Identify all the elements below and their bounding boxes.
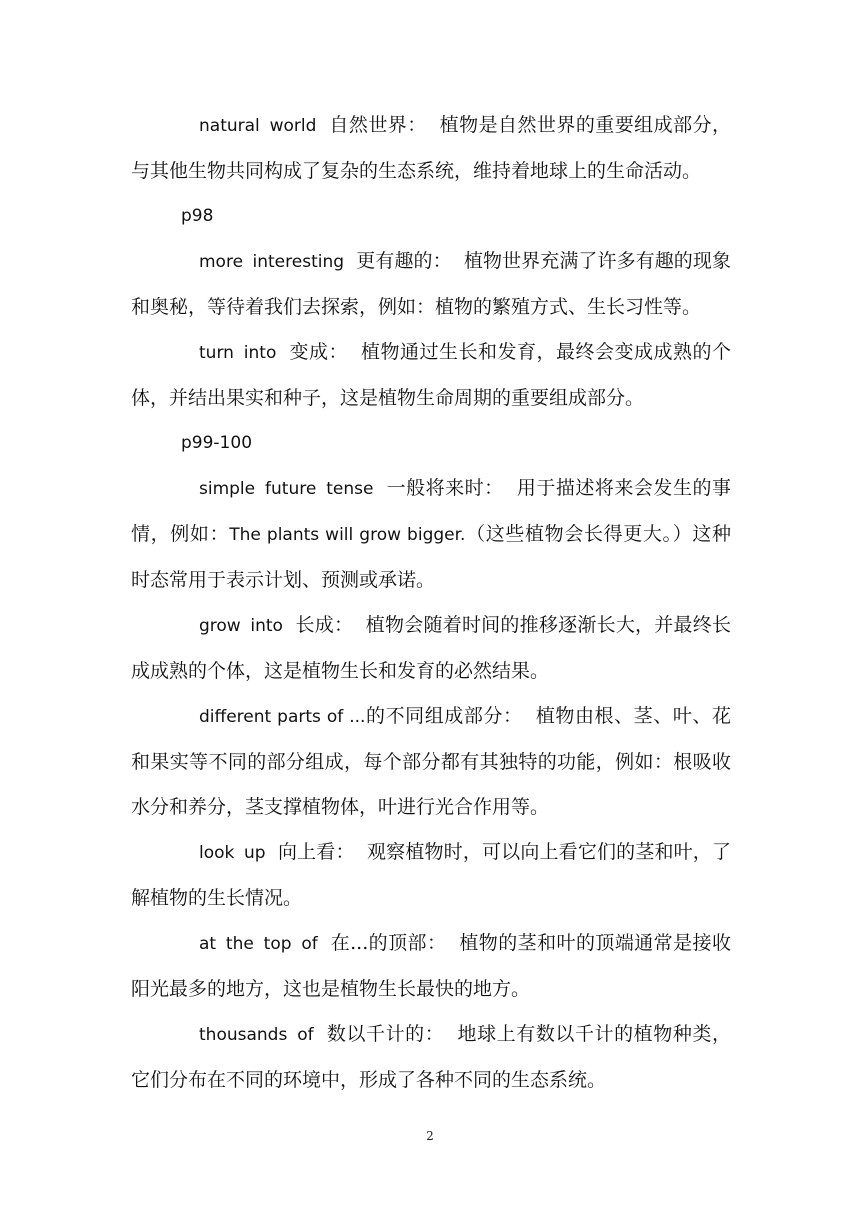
entry-thousands-of: thousands of 数以千计的： 地球上有数以千计的植物种类，它们分布在不同的环境中，形成了各种不同的生态系统。	[131, 1023, 731, 1091]
entry-turn-into: turn into 变成： 植物通过生长和发育，最终会变成成熟的个体，并结出果实和种子，这是植物生命周期的重要组成部分。	[131, 341, 731, 409]
entry-text: 植物由根、茎、叶、花和果实等不同的部分组成，每个部分都有其独特的功能，例如：根吸收水分和养分，茎支撑植物体，叶进行光合作用等。	[131, 705, 731, 818]
term-zh: 的不同组成部分	[365, 705, 504, 727]
term-en: thousands of	[199, 1025, 314, 1045]
entry-look-up: look up 向上看： 观察植物时，可以向上看它们的茎和叶，了解植物的生长情况。	[131, 841, 731, 909]
entry-text: 植物会随着时间的推移逐渐长大，并最终长成成熟的个体，这是植物生长和发育的必然结果。	[131, 614, 731, 682]
entry-natural-world: natural world 自然世界： 植物是自然世界的重要组成部分，与其他生物共同构成了复杂的生态系统，维持着地球上的生命活动。	[131, 114, 731, 182]
page-reference: p98	[181, 206, 214, 226]
entry-at-the-top-of: at the top of 在...的顶部： 植物的茎和叶的顶端通常是接收阳光最多的地方，这也是植物生长最快的地方。	[131, 932, 731, 1000]
term-zh: 自然世界	[329, 114, 408, 136]
term-zh: 数以千计的	[326, 1023, 425, 1045]
entry-text-continued: （这些植物会长得更大。）这种时态常用于表示计划、预测或承诺。	[131, 523, 731, 591]
entry-simple-future-tense: simple future tense 一般将来时： 用于描述将来会发生的事情，例如：The plants will grow bigger.（这些植物会长得更大。）这种时态常用于表示计划、预测或承诺。	[131, 477, 731, 591]
entry-text: 植物通过生长和发育，最终会变成成熟的个体，并结出果实和种子，这是植物生命周期的重要组成部分。	[131, 341, 731, 409]
entry-text: 植物世界充满了许多有趣的现象和奥秘，等待着我们去探索，例如：植物的繁殖方式、生长习性等。	[131, 250, 731, 318]
entry-text: 观察植物时，可以向上看它们的茎和叶，了解植物的生长情况。	[131, 841, 731, 909]
entry-text: 植物是自然世界的重要组成部分，与其他生物共同构成了复杂的生态系统，维持着地球上的生命活动。	[131, 114, 731, 182]
term-en: look up	[199, 843, 266, 863]
entry-more-interesting: more interesting 更有趣的： 植物世界充满了许多有趣的现象和奥秘，等待着我们去探索，例如：植物的繁殖方式、生长习性等。	[131, 250, 731, 318]
term-zh: 更有趣的	[356, 250, 433, 272]
term-en: at the top of	[199, 934, 318, 954]
entry-text: 用于描述将来会发生的事情，例如：	[131, 477, 731, 545]
entry-different-parts-of: different parts of ...的不同组成部分： 植物由根、茎、叶、花和果实等不同的部分组成，每个部分都有其独特的功能，例如：根吸收水分和养分，茎支撑植物体，叶进行光合作用等。	[131, 705, 731, 818]
term-en: more interesting	[199, 252, 345, 272]
term-en: different parts of ...	[199, 707, 366, 727]
example-sentence: The plants will grow bigger.	[229, 525, 466, 545]
term-zh: 在...的顶部	[330, 932, 427, 954]
entry-text: 地球上有数以千计的植物种类，它们分布在不同的环境中，形成了各种不同的生态系统。	[131, 1023, 731, 1091]
page-number: 2	[426, 1129, 434, 1143]
term-zh: 向上看	[277, 841, 336, 863]
term-en: natural world	[199, 116, 317, 136]
term-zh: 变成	[289, 341, 329, 363]
vocabulary-notes	[131, 103, 731, 1103]
entry-grow-into: grow into 长成： 植物会随着时间的推移逐渐长大，并最终长成成熟的个体，这是植物生长和发育的必然结果。	[131, 614, 731, 682]
term-zh: 一般将来时	[386, 477, 485, 499]
term-en: simple future tense	[199, 479, 374, 499]
term-en: turn into	[199, 343, 277, 363]
term-zh: 长成	[295, 614, 334, 636]
entry-text: 植物的茎和叶的顶端通常是接收阳光最多的地方，这也是植物生长最快的地方。	[131, 932, 731, 1000]
page-reference: p99-100	[181, 433, 253, 453]
term-en: grow into	[199, 616, 283, 636]
